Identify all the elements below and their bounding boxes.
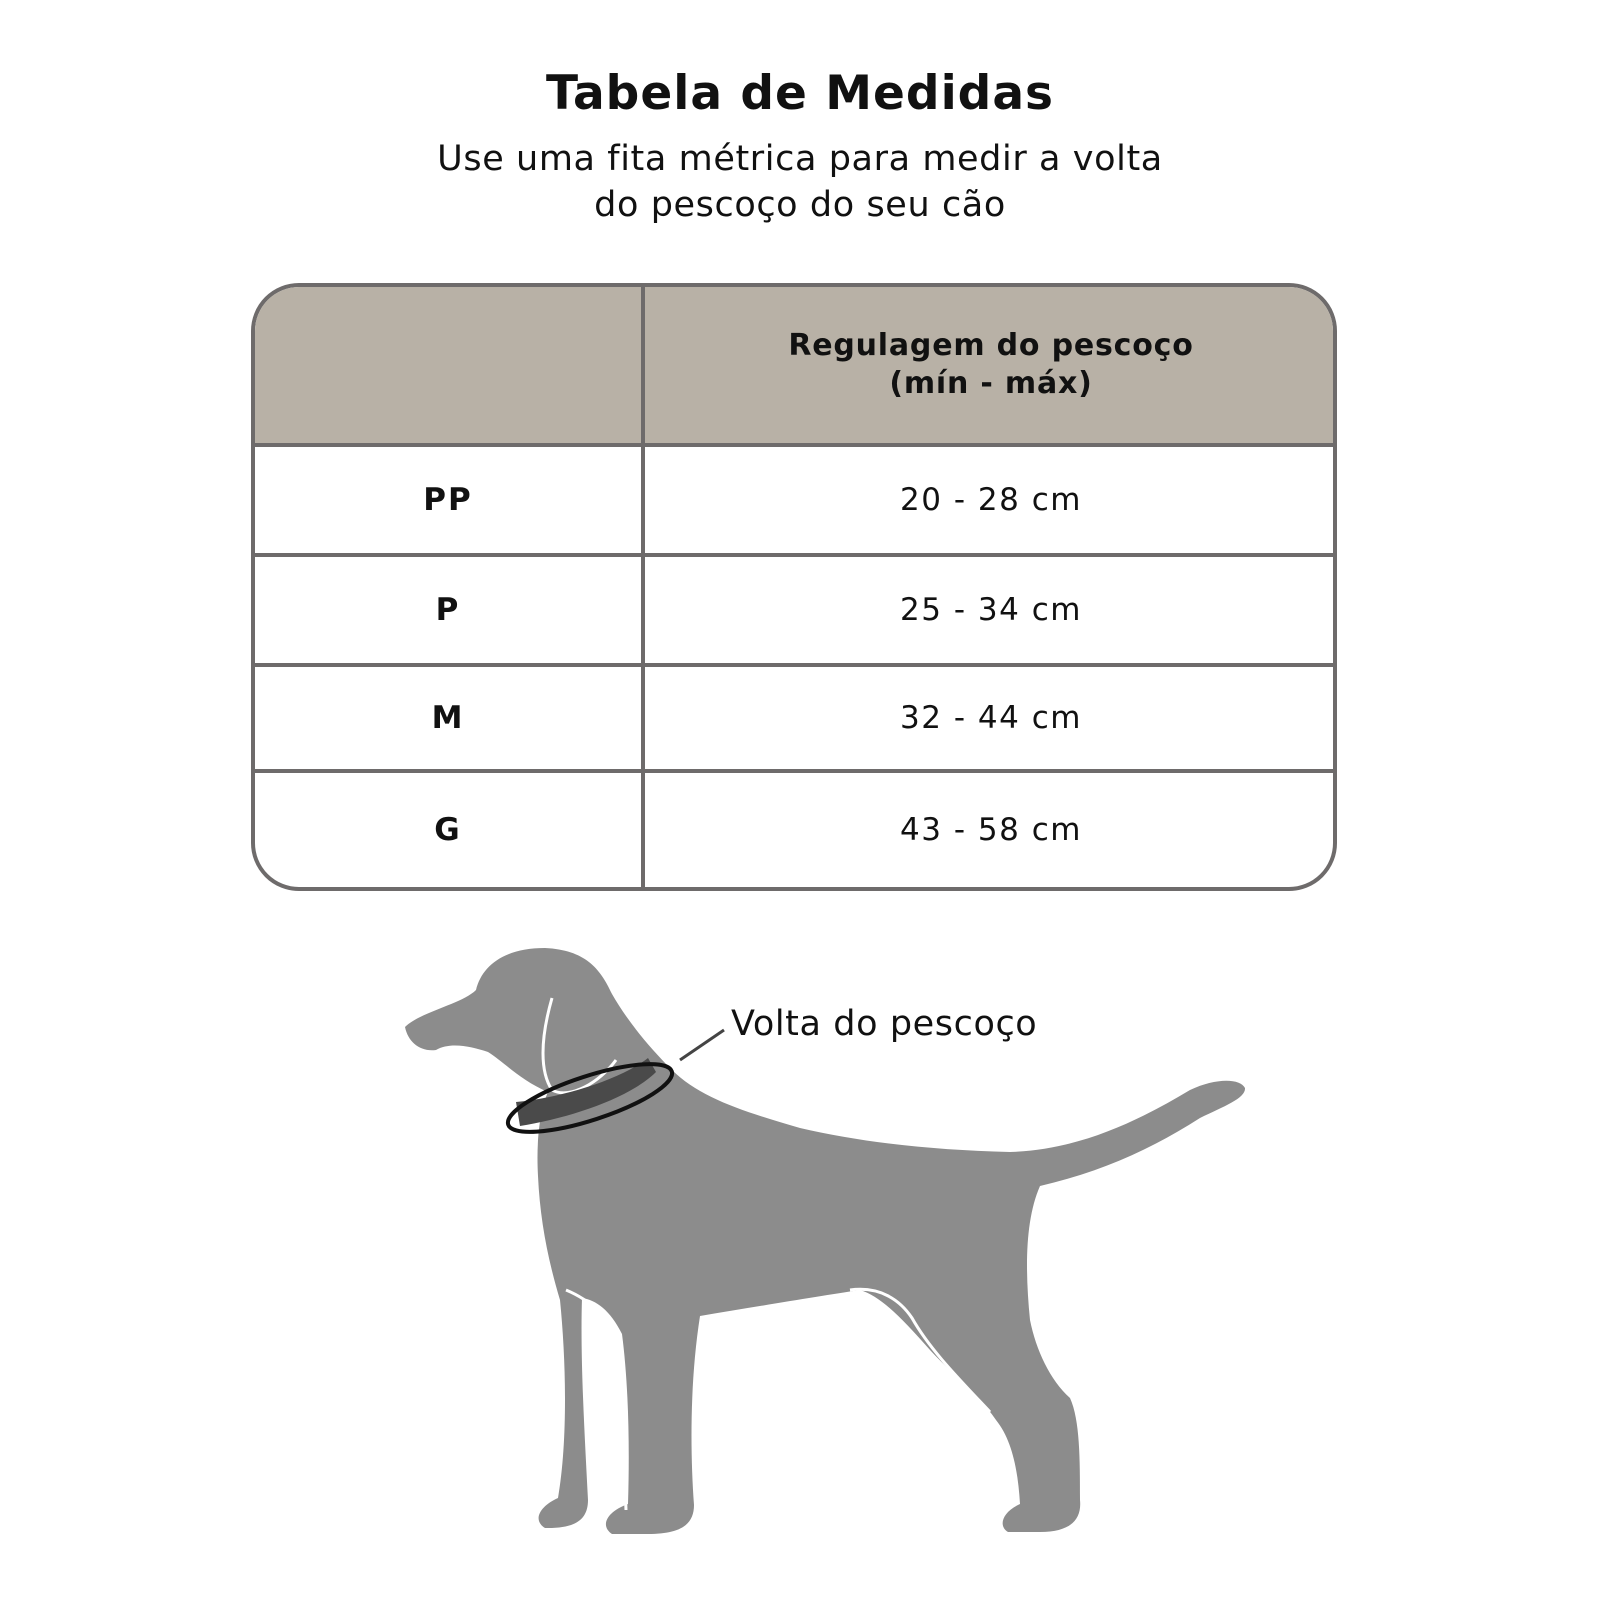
table-row-p: [255, 557, 1333, 667]
table-row-g: [255, 773, 1333, 887]
page-subtitle: [0, 136, 1600, 228]
page-title: Tabela de Medidas: [545, 66, 1055, 121]
range-cell: 25 - 34 cm: [900, 592, 1082, 628]
neck-measure-label: Volta do pescoço: [731, 1004, 1038, 1044]
column-divider: [641, 287, 645, 887]
size-cell: PP: [423, 482, 473, 518]
size-table: [251, 283, 1337, 891]
size-cell: P: [435, 592, 461, 628]
header-range-title: Regulagem do pescoço: [788, 328, 1194, 363]
label-pointer-line: [680, 1030, 724, 1060]
header-range-cell: [645, 287, 1337, 443]
size-cell: G: [434, 812, 462, 848]
size-cell: M: [431, 700, 465, 736]
range-cell: 20 - 28 cm: [900, 482, 1082, 518]
table-header-row: [255, 287, 1333, 447]
range-cell: 32 - 44 cm: [900, 700, 1082, 736]
subtitle-line-1: Use uma fita métrica para medir a volta: [437, 139, 1163, 179]
header-size-cell: [255, 287, 645, 443]
table-row-m: [255, 667, 1333, 773]
range-cell: 43 - 58 cm: [900, 812, 1082, 848]
subtitle-line-2: do pescoço do seu cão: [594, 185, 1006, 225]
header-range-subtitle: (mín - máx): [889, 366, 1093, 401]
table-row-pp: [255, 447, 1333, 557]
